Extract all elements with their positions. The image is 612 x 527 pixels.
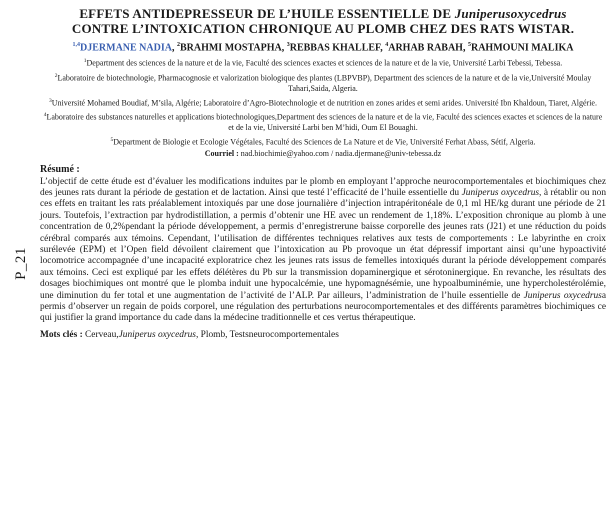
abstract-part-3: a permis d’observer un regain de poids corporel, une régulation des perturbations neurocomportementales et des différents paramètres biochimiques ce qui justifier la grand importance du cade dans la médecine traditionnelle et ces vertus thérapeutique.: [40, 290, 606, 324]
author-3: REBBAS KHALLEF: [289, 42, 381, 54]
author-4: ARHAB RABAH: [388, 42, 463, 54]
affiliation-2-text: Laboratoire de biotechnologie, Pharmacognosie et valorization biologique des plantes (LBPVBP), Department des sciences de la nature et de la vie,Université Moulay Tahari,Saida, Algeria.: [57, 73, 592, 93]
title-line2: CONTRE L’INTOXICATION CHRONIQUE AU PLOMB CHEZ DES RATS WISTAR.: [71, 21, 575, 36]
affiliation-1-text: Department des sciences de la nature et de la vie, Faculté des sciences exactes et sciences de la nature et de la vie, Université Larbi Tebessi, Tebessa.: [86, 58, 563, 68]
affiliation-4-sup: 4: [43, 112, 47, 119]
author-list: $^{1,4}$DJERMANE NADIA, $^2$BRAHMI MOSTAPHA, $^3$REBBAS KHALLEF, $^4$ARHAB RABAH, $^5$RAHMOUNI MALIKA: [72, 42, 574, 54]
author-5: RAHMOUNI MALIKA: [470, 42, 574, 54]
affiliation-1: [40, 56, 606, 69]
paper-page: [40, 6, 606, 341]
abstract-heading: Résumé :: [40, 163, 80, 175]
author-1[interactable]: DJERMANE NADIA: [80, 42, 172, 54]
abstract-part-2: à rétablir ou non ces effets en traitant les rats préalablement intoxiqués par une dose journalière d’injection intrapéritonéale de 0,1 ml HE/kg durant une période de 21 jours. Toutefois, l’extraction par hydrodistillation, a permis d’obtenir une HE avec un rendement de 1,18%. L’exposition chronique au plomb à une concentration de 0,2%pendant la période développement, a permis d’enregistrerune baisse corporelle des jeunes rats (J21) et une réduction du poids cérébral comparés aux témoins. Cependant, l’utilisation de différentes techniques relatives aux tests de comportements : Le labyrinthe en croix surélevée (EPM) et l’Open field dévoilent clairement que l’intoxication au Pb provoque un état dépressif important ainsi qu’une hypoactivité locomotrice accompagnée d’une incapacité exploratrice chez les jeunes rats issus de femelles intoxiqués durant la période développement comparés aux témoins. Ceci est expliqué par les effets délétères du Pb sur la transmission dopaminergique et sérotoninergique. En revanche, les résultats des dosages biochimiques ont montré que le plomba induit une hypocalcémie, une hypomagnésémie, une hypoalbuminémie, une hypercholestérolémie, une diminution du fer total et une augmentation de l’activité de l’ALP. Par ailleurs, l’administration de l’huile essentielle de: [40, 188, 607, 301]
paper-title: [40, 6, 606, 36]
page-side-label: [6, 238, 36, 288]
abstract-part-1: L’objectif de cette étude est d’évaluer les modifications induites par le plomb en employant l’approche neurocomportementales et biochimiques chez des jeunes rats durant la période de gestation et de lactation. Ainsi que testé l’efficacité de l’huile essentielle du: [40, 176, 606, 199]
affiliation-2-sup: 2: [54, 72, 58, 79]
affiliation-4-text: Laboratoire des substances naturelles et applications biotechnologiques,Department des sciences de la nature et de la vie, Faculté des sciences exactes et sciences de la nature et de la vie, Université Larbi ben M’hidi, Oum El Bouaghi.: [46, 112, 603, 132]
affiliation-5-text: Department de Biologie et Ecologie Végétales, Faculté des Sciences de La Nature et de Vie, Université Ferhat Abass, Sétif, Algeria.: [113, 137, 536, 147]
title-line1: EFFETS ANTIDEPRESSEUR DE L’HUILE ESSENTIELLE DE: [79, 6, 455, 21]
keywords-post: , Plomb, Testsneurocomportementales: [195, 329, 339, 340]
affiliation-3-text: Université Mohamed Boudiaf, M’sila, Algérie; Laboratoire d’Agro-Biotechnologie et de nutrition en zones arides et semi arides. Université Ibn Khaldoun, Tiaret, Algérie.: [51, 98, 597, 108]
affiliation-5: [40, 135, 606, 148]
side-label-text: P_21: [12, 246, 29, 280]
email-value[interactable]: nad.biochimie@yahoo.com / nadia.djermane@univ-tebessa.dz: [240, 148, 442, 158]
affiliation-3-sup: 3: [49, 97, 52, 104]
author-5-sup: 5: [467, 42, 471, 48]
abstract-species-2: Juniperus oxycedrus: [523, 290, 602, 301]
affiliation-2: [40, 71, 606, 94]
title-species: Juniperusoxycedrus: [454, 6, 567, 21]
abstract-species-1: Juniperus oxycedrus,: [461, 188, 542, 199]
author-4-sup: 4: [385, 42, 389, 48]
email-label: Courriel :: [204, 148, 239, 158]
keywords-species: Juniperus oxycedrus: [118, 329, 196, 340]
affiliation-3: [40, 96, 606, 109]
author-1-sup: 1,4: [72, 42, 81, 48]
author-3-sup: 3: [286, 42, 290, 48]
keywords-pre: Cerveau,: [82, 329, 119, 340]
email-line: [40, 149, 606, 159]
author-2-sup: 2: [176, 42, 180, 48]
keywords-line: [40, 330, 606, 341]
affiliation-1-sup: 1: [83, 58, 87, 65]
affiliation-4: [40, 110, 606, 133]
affiliation-5-sup: 5: [110, 136, 114, 143]
author-2: BRAHMI MOSTAPHA: [179, 42, 282, 54]
abstract-body: [40, 177, 606, 325]
keywords-label: Mots clés :: [40, 329, 83, 340]
